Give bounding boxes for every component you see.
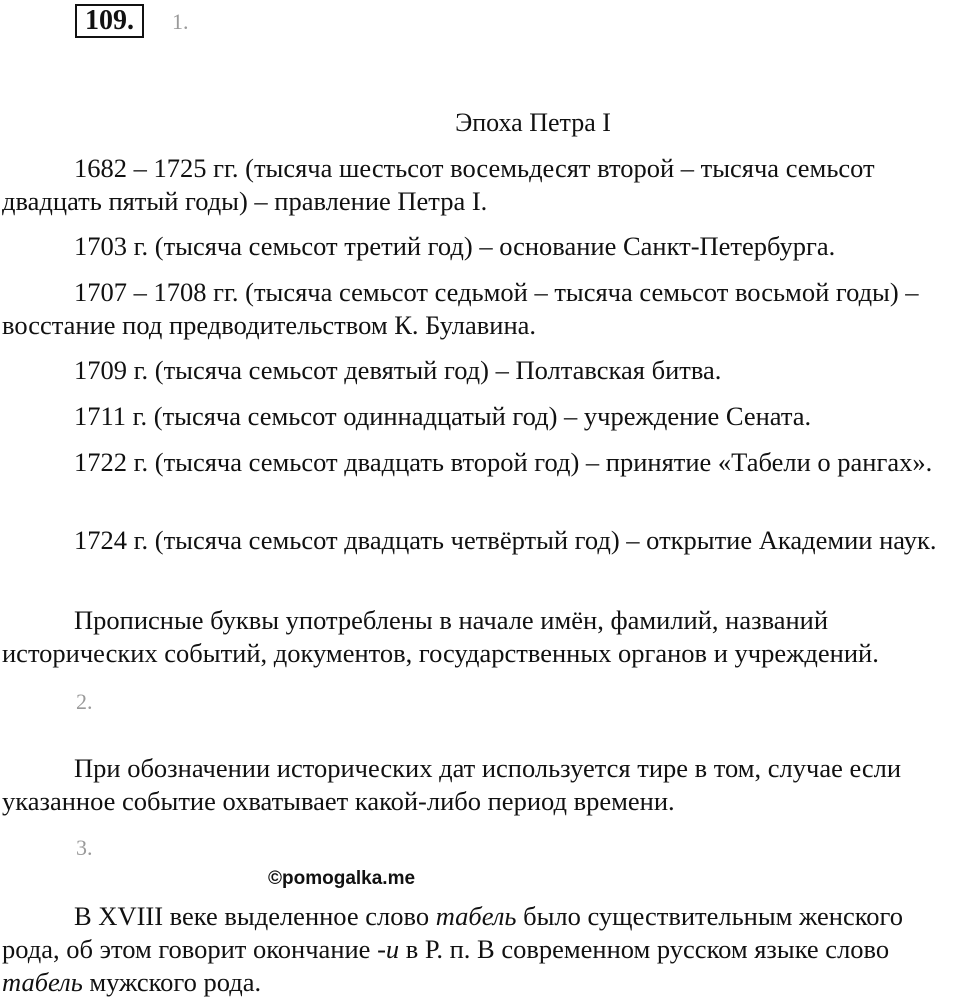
task-3-label: 3. xyxy=(76,835,93,860)
timeline-entry-1: 1682 – 1725 гг. (тысяча шестьсот восемьдесят второй – тысяча семьсот двадцать пятый годы) – правление Петра I. xyxy=(2,153,875,216)
timeline-entry-3: 1707 – 1708 гг. (тысяча семьсот седьмой – тысяча семьсот восьмой годы) – восстание под предводительством К. Булавина. xyxy=(2,277,919,340)
watermark-text: ©pomogalka.me xyxy=(268,868,416,889)
final-note-part-2: было существительным женского рода, об этом говорит окончание xyxy=(2,901,903,964)
word-tabel-1: табель xyxy=(435,901,517,931)
task-1-label: 1. xyxy=(172,9,189,34)
timeline-entry-5: 1711 г. (тысяча семьсот одиннадцатый год) – учреждение Сената. xyxy=(74,401,812,431)
dash-note: При обозначении исторических дат используется тире в том, случае если указанное событие охватывает какой-либо период времени. xyxy=(2,753,902,816)
final-note xyxy=(2,900,954,999)
timeline-entry-7: 1724 г. (тысяча семьсот двадцать четвёртый год) – открытие Академии наук. xyxy=(74,525,937,555)
section-heading: Эпоха Петра I xyxy=(455,108,611,137)
final-note-part-1: В XVIII веке выделенное слово xyxy=(74,901,436,931)
final-note-part-4: мужского рода. xyxy=(82,967,262,997)
word-tabel-2: табель xyxy=(2,967,83,997)
timeline-entry-4: 1709 г. (тысяча семьсот девятый год) – Полтавская битва. xyxy=(74,355,722,385)
ending-i: -и xyxy=(377,934,400,964)
capitals-note: Прописные буквы употреблены в начале имён, фамилий, названий исторических событий, документов, государственных органов и учреждений. xyxy=(2,605,879,668)
timeline-entry-6: 1722 г. (тысяча семьсот двадцать второй год) – принятие «Табели о рангах». xyxy=(74,447,933,477)
final-note-part-3: в Р. п. В современном русском языке слово xyxy=(399,934,890,964)
timeline-entry-2: 1703 г. (тысяча семьсот третий год) – основание Санкт-Петербурга. xyxy=(74,231,836,261)
task-2-label: 2. xyxy=(76,689,93,714)
exercise-number-box: 109. xyxy=(75,4,144,38)
